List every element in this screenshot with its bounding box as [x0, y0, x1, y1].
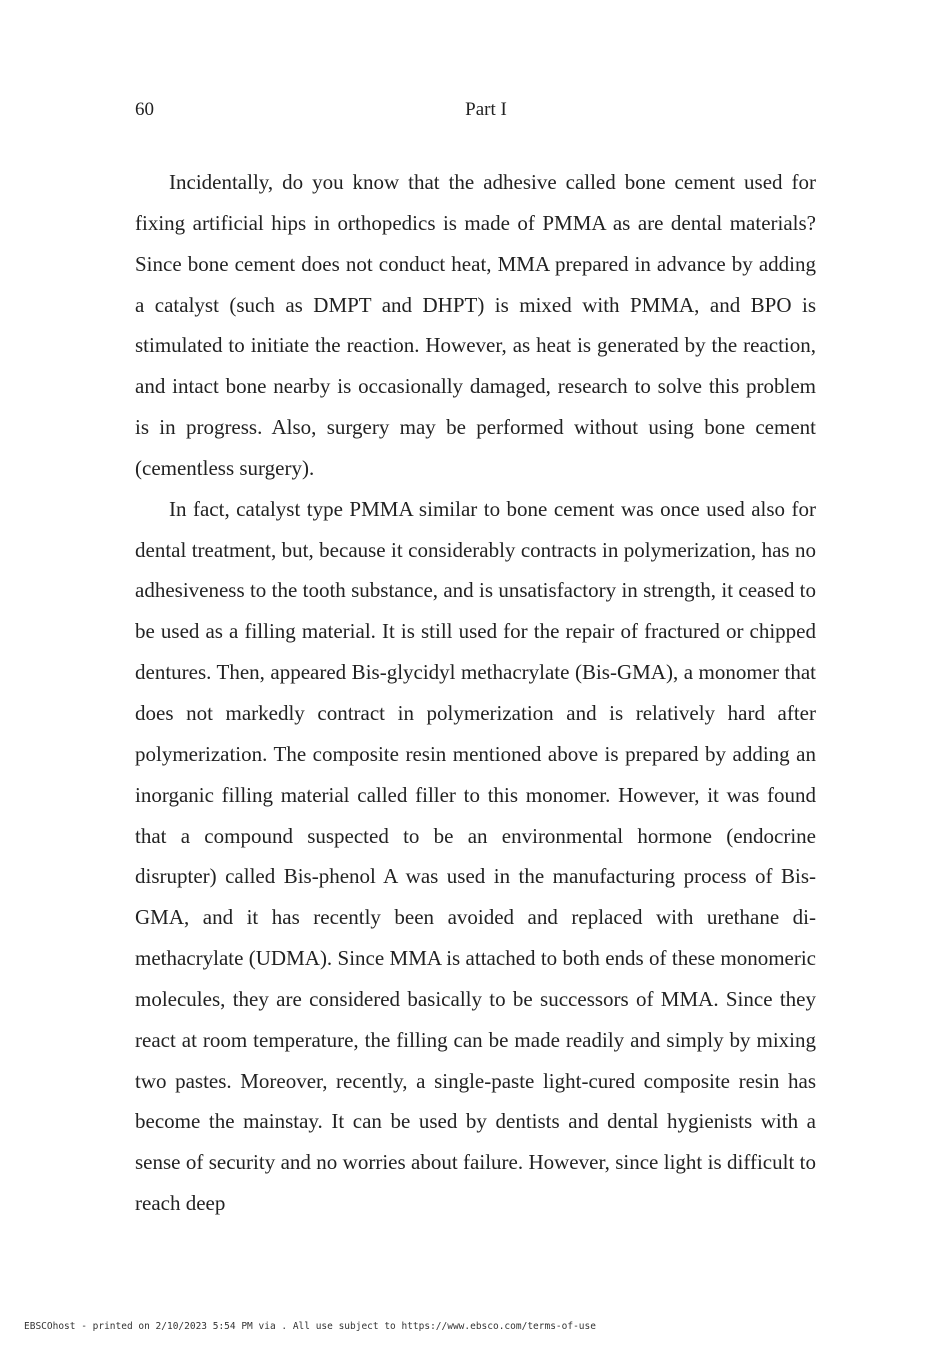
- paragraph-2: In fact, catalyst type PMMA similar to bone cement was once used also for dental treatment, but, because it considerably contracts in polymerization, has no adhesiveness to the tooth substance, and is unsatisfactory in strength, it ceased to be used as a filling material. It is still used for the repair of fractured or chipped dentures. Then, appeared Bis-glycidyl methacrylate (Bis-GMA), a monomer that does not markedly contract in polymerization and is relatively hard after polymerization. The composite resin mentioned above is prepared by adding an inorganic filling material called filler to this monomer. However, it was found that a compound suspected to be an environmental hormone (endocrine disrupter) called Bis-phenol A was used in the manufacturing process of Bis-GMA, and it has recently been avoided and replaced with urethane di-methacrylate (UDMA). Since MMA is attached to both ends of these monomeric molecules, they are considered basically to be successors of MMA. Since they react at room temperature, the filling can be made readily and simply by mixing two pastes. Moreover, recently, a single-paste light-cured composite resin has become the mainstay. It can be used by dentists and dental hygienists with a sense of security and no worries about failure. However, since light is difficult to reach deep: [135, 496, 816, 1216]
- paragraph-1: Incidentally, do you know that the adhesive called bone cement used for fixing artificial hips in orthopedics is made of PMMA as are dental materials? Since bone cement does not conduct heat, MMA prepared in advance by adding a catalyst (such as DMPT and DHPT) is mixed with PMMA, and BPO is stimulated to initiate the reaction. However, as heat is generated by the reaction, and intact bone nearby is occasionally damaged, research to solve this problem is in progress. Also, surgery may be performed without using bone cement (cementless surgery).: [135, 170, 816, 480]
- print-footer: EBSCOhost - printed on 2/10/2023 5:54 PM via . All use subject to https://www.ebsco.com/terms-of-use: [24, 1321, 596, 1332]
- page-number: 60: [135, 99, 154, 120]
- running-title: Part I: [465, 99, 507, 120]
- body-text: [135, 162, 816, 1224]
